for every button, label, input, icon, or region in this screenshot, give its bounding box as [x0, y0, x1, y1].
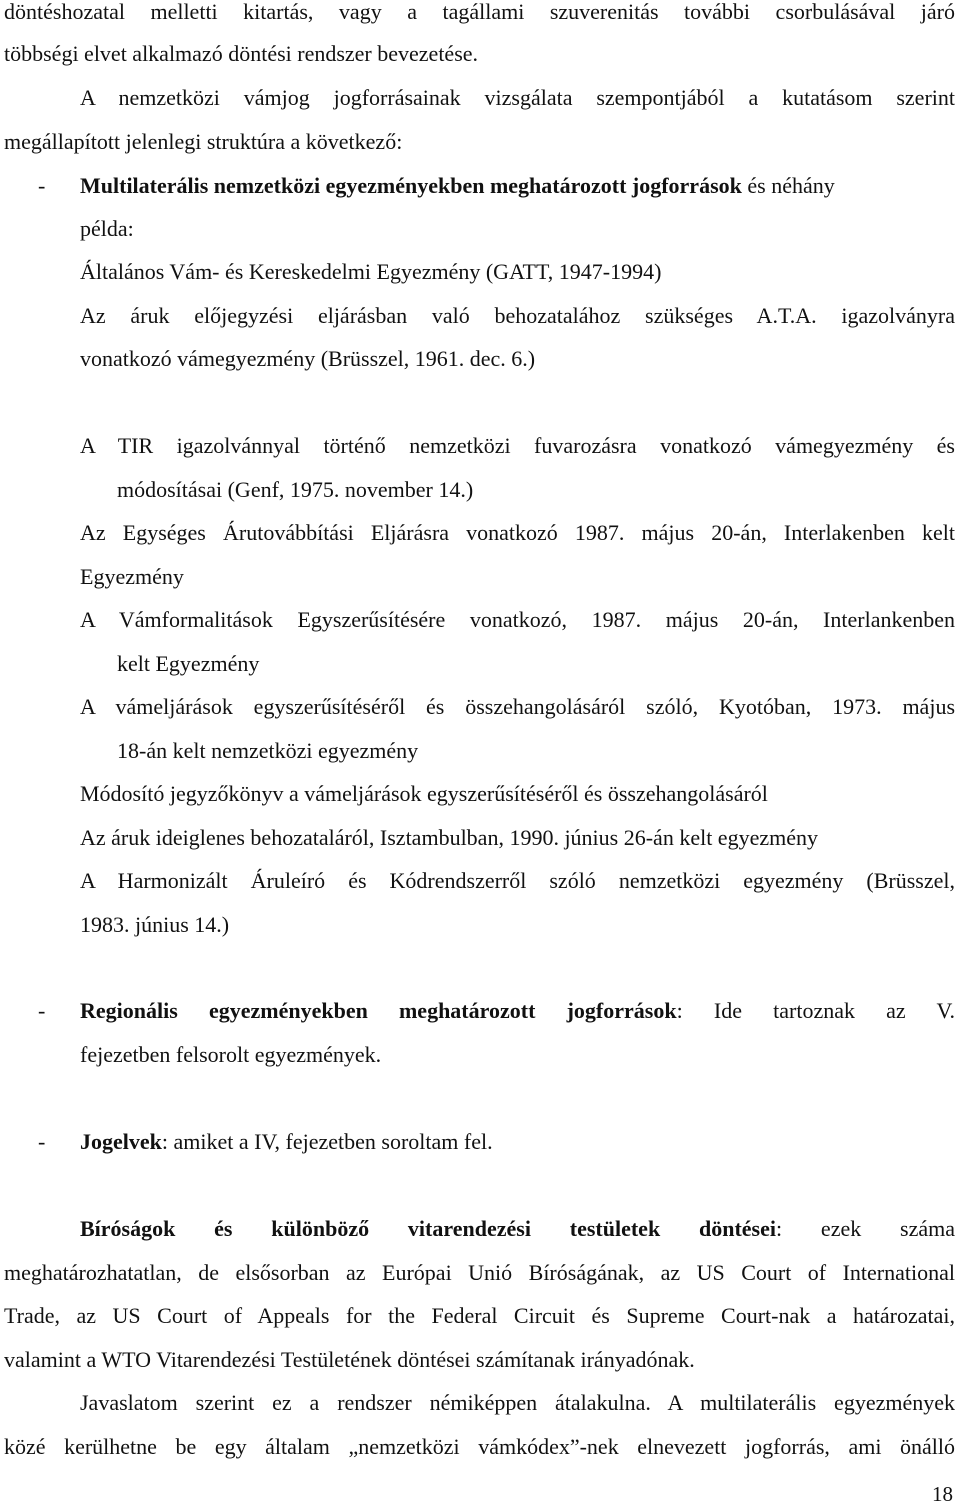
section-heading-rest: : Ide tartoznak az V. [676, 998, 955, 1023]
section-heading [80, 997, 955, 1025]
section-heading [80, 172, 835, 200]
paragraph-line: döntéshozatal melletti kitartás, vagy a tagállami szuverenitás további csorbulásával járó [4, 0, 955, 24]
bullet-dash: - [38, 998, 46, 1023]
section-heading-cont: példa: [80, 216, 134, 241]
section-heading-bold: Multilaterális nemzetközi egyezményekben meghatározott jogforrások [80, 173, 742, 198]
courts-heading [80, 1215, 955, 1243]
bullet-dash: - [38, 1129, 46, 1154]
paragraph-line: valamint a WTO Vitarendezési Testületének döntései számítanak irányadónak. [4, 1347, 695, 1372]
paragraph-line: Trade, az US Court of Appeals for the Federal Circuit és Supreme Court-nak a határozatai, [4, 1303, 955, 1328]
treaty-item: Az áruk előjegyzési eljárásban való behozatalához szükséges A.T.A. igazolványra [80, 303, 955, 328]
treaty-item: Az áruk ideiglenes behozataláról, Isztambulban, 1990. június 26-án kelt egyezmény [80, 825, 818, 850]
treaty-item-cont: 18-án kelt nemzetközi egyezmény [117, 738, 419, 763]
section-heading-rest: : amiket a IV, fejezetben soroltam fel. [161, 1129, 493, 1154]
treaty-item-cont: módosításai (Genf, 1975. november 14.) [117, 477, 474, 502]
paragraph-line: többségi elvet alkalmazó döntési rendszer bevezetése. [4, 41, 479, 66]
section-heading-rest: és néhány [741, 173, 835, 198]
treaty-item-cont: 1983. június 14.) [80, 912, 230, 937]
section-heading-cont: fejezetben felsorolt egyezmények. [80, 1042, 382, 1067]
treaty-item-cont: kelt Egyezmény [117, 651, 260, 676]
section-heading [80, 1128, 493, 1156]
treaty-item: A Vámformalitások Egyszerűsítésére vonatkozó, 1987. május 20-án, Interlankenben [80, 607, 955, 632]
section-heading-bold: Jogelvek [80, 1129, 162, 1154]
section-heading-bold: Regionális egyezményekben meghatározott jogforrások [80, 998, 677, 1023]
treaty-item: Az Egységes Árutovábbítási Eljárásra vonatkozó 1987. május 20-án, Interlakenben kelt [80, 520, 955, 545]
bullet-dash: - [38, 173, 46, 198]
paragraph-line: közé kerülhetne be egy általam „nemzetközi vámkódex”-nek elnevezett jogforrás, ami önálló [4, 1434, 955, 1459]
treaty-item-cont: vonatkozó vámegyezmény (Brüsszel, 1961. dec. 6.) [80, 346, 536, 371]
treaty-item-cont: Egyezmény [80, 564, 184, 589]
courts-heading-rest: : ezek száma [776, 1216, 956, 1241]
paragraph-line: meghatározhatatlan, de elsősorban az Európai Unió Bíróságának, az US Court of International [4, 1260, 955, 1285]
treaty-item: Általános Vám- és Kereskedelmi Egyezmény (GATT, 1947-1994) [80, 259, 662, 284]
treaty-item: Módosító jegyzőkönyv a vámeljárások egyszerűsítéséről és összehangolásáról [80, 781, 768, 806]
treaty-item: A Harmonizált Áruleíró és Kódrendszerről szóló nemzetközi egyezmény (Brüsszel, [80, 868, 955, 893]
paragraph-line: megállapított jelenlegi struktúra a következő: [4, 129, 403, 154]
treaty-item: A TIR igazolvánnyal történő nemzetközi fuvarozásra vonatkozó vámegyezmény és [80, 433, 955, 458]
paragraph-line: A nemzetközi vámjog jogforrásainak vizsgálata szempontjából a kutatásom szerint [80, 85, 955, 110]
paragraph-line: Javaslatom szerint ez a rendszer némiképpen átalakulna. A multilaterális egyezmények [80, 1390, 955, 1415]
page-number: 18 [932, 1482, 953, 1506]
courts-heading-bold: Bíróságok és különböző vitarendezési testületek döntései [80, 1216, 776, 1241]
treaty-item: A vámeljárások egyszerűsítéséről és összehangolásáról szóló, Kyotóban, 1973. május [80, 694, 955, 719]
